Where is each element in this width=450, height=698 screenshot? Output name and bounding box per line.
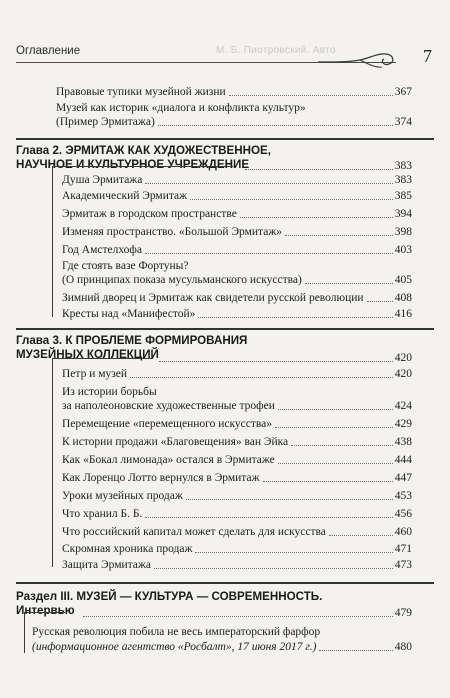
toc-entry-page: 460 <box>394 526 412 538</box>
leader-dots <box>278 409 393 410</box>
toc-entry <box>62 559 412 572</box>
leader-dots <box>145 183 392 184</box>
toc-entry-title: (информационное агентство «Росбалт», 17 июня 2017 г.) <box>32 641 317 653</box>
toc-entry-line1 <box>62 386 157 399</box>
toc-entry-page: 444 <box>394 454 412 466</box>
leader-dots <box>367 301 393 302</box>
toc-entry-title: Уроки музейных продаж <box>62 490 183 502</box>
toc-entry <box>62 308 412 321</box>
leader-dots <box>145 253 393 254</box>
toc-entry-title: (О принципах показа мусульманского искусства) <box>62 274 302 286</box>
toc-entry-title: Скромная хроника продаж <box>62 543 193 555</box>
toc-entry-title: Зимний дворец и Эрмитаж как свидетели русской революции <box>62 292 364 304</box>
section-heading-line2: Интервью <box>16 604 75 617</box>
toc-entry <box>56 86 412 99</box>
toc-entry-page: 447 <box>394 472 412 484</box>
toc-entry-page: 471 <box>394 543 412 555</box>
section-page: 479 <box>394 607 412 619</box>
toc-entry <box>56 116 412 129</box>
leader-dots <box>285 235 393 236</box>
ornament-swirl-icon <box>316 50 398 72</box>
toc-entry-page: 456 <box>394 508 412 520</box>
toc-entry-title: Что российский капитал может сделать для искусства <box>62 526 326 538</box>
toc-entry <box>62 244 412 257</box>
leader-dots <box>329 535 393 536</box>
leader-dots <box>291 445 393 446</box>
toc-entry-title: Что хранил Б. Б. <box>62 508 143 520</box>
toc-entry-title: Душа Эрмитажа <box>62 174 143 186</box>
toc-entry-page: 480 <box>394 641 412 653</box>
leader-dots <box>278 463 393 464</box>
toc-entry-page: 429 <box>394 418 412 430</box>
toc-entry-page: 438 <box>394 436 412 448</box>
toc-entry-title: Кресты над «Манифестой» <box>62 308 196 320</box>
chapter-page: 383 <box>394 160 412 172</box>
chapter-heading-line1: Глава 2. ЭРМИТАЖ КАК ХУДОЖЕСТВЕННОЕ, <box>16 144 272 157</box>
running-head-show-through: М. Б. Пиотровский. Авто <box>216 45 336 56</box>
toc-entry-title: Год Амстелхофа <box>62 244 142 256</box>
toc-entry-page: 453 <box>394 490 412 502</box>
toc-entry-title: Русская революция побила не весь императорский фарфор <box>32 626 321 638</box>
toc-entry <box>62 190 412 203</box>
toc-entry <box>62 418 412 431</box>
leader-dots <box>275 427 393 428</box>
section-page-leader <box>80 607 412 620</box>
chapter-heading-line2: МУЗЕЙНЫХ КОЛЛЕКЦИЙ <box>16 348 159 361</box>
leader-dots <box>159 361 393 362</box>
toc-entry <box>62 368 412 381</box>
chapter-page: 420 <box>394 352 412 364</box>
section-title: Оглавление <box>16 45 81 57</box>
toc-entry <box>62 274 412 287</box>
chapter-heading-line1: Глава 3. К ПРОБЛЕМЕ ФОРМИРОВАНИЯ <box>16 334 248 347</box>
toc-entry-page: 405 <box>394 274 412 286</box>
leader-dots <box>190 199 393 200</box>
leader-dots <box>240 217 393 218</box>
toc-entry-page: 473 <box>394 559 412 571</box>
chapter-rule <box>16 138 434 140</box>
toc-entry <box>62 526 412 539</box>
toc-entry-page: 424 <box>394 400 412 412</box>
leader-dots <box>319 650 392 651</box>
page-header <box>16 38 434 74</box>
toc-entry-page: 383 <box>394 174 412 186</box>
toc-entry-title: Эрмитаж в городском пространстве <box>62 208 237 220</box>
toc-entry-title: (Пример Эрмитажа) <box>56 116 155 128</box>
chapter-page-leader <box>156 352 412 365</box>
toc-entry <box>62 226 412 239</box>
toc-entry-title: К истории продажи «Благовещения» ван Эйка <box>62 436 289 448</box>
toc-entry <box>62 490 412 503</box>
leader-dots <box>195 552 392 553</box>
leader-dots <box>154 568 393 569</box>
toc-entry <box>62 174 412 187</box>
toc-entry-page: 374 <box>394 116 412 128</box>
toc-entry-title: Как «Бокал лимонада» остался в Эрмитаже <box>62 454 275 466</box>
toc-entry <box>62 436 412 449</box>
toc-entry-title: Из истории борьбы <box>62 386 157 398</box>
toc-entry-title: Перемещение «перемещенного искусства» <box>62 418 273 430</box>
toc-entry-title: Защита Эрмитажа <box>62 559 151 571</box>
toc-entry-page: 367 <box>394 86 412 98</box>
toc-entry-line1 <box>62 260 189 273</box>
toc-entry-title: Изменяя пространство. «Большой Эрмитаж» <box>62 226 283 238</box>
toc-entry-title: за наполеоновские художественные трофеи <box>62 400 275 412</box>
toc-entry-page: 394 <box>394 208 412 220</box>
toc-entry-title: Где стоять вазе Фортуны? <box>62 260 189 272</box>
toc-entry <box>32 641 412 654</box>
toc-entry-page: 420 <box>394 368 412 380</box>
chapter-rule <box>16 328 434 330</box>
toc-entry-title: Академический Эрмитаж <box>62 190 188 202</box>
toc-entry-page: 403 <box>394 244 412 256</box>
toc-entry-line1 <box>32 626 320 639</box>
leader-dots <box>83 616 393 617</box>
toc-entry <box>62 543 412 556</box>
toc-entry <box>62 400 412 413</box>
leader-dots <box>198 317 392 318</box>
toc-entry-title: Как Лоренцо Лотто вернулся в Эрмитаж <box>62 472 260 484</box>
toc-entry <box>62 208 412 221</box>
toc-entry <box>62 454 412 467</box>
chapter-page-leader <box>242 160 412 173</box>
leader-dots <box>229 95 393 96</box>
toc-entry-page: 416 <box>394 308 412 320</box>
section-rule <box>16 582 434 584</box>
toc-entry-line1 <box>56 102 306 115</box>
leader-dots <box>263 481 393 482</box>
toc-entry-page: 408 <box>394 292 412 304</box>
chapter-heading-line2: НАУЧНОЕ И КУЛЬТУРНОЕ УЧРЕЖДЕНИЕ <box>16 158 250 171</box>
leader-dots <box>245 169 393 170</box>
toc-entry-title: Правовые тупики музейной жизни <box>56 86 226 98</box>
leader-dots <box>130 377 393 378</box>
toc-entry-title: Музей как историк «диалога и конфликта культур» <box>56 102 306 114</box>
toc-entry <box>62 508 412 521</box>
leader-dots <box>186 499 393 500</box>
section-heading-line1: Раздел III. МУЗЕЙ — КУЛЬТУРА — СОВРЕМЕННОСТЬ. <box>16 590 323 603</box>
toc-entry-page: 385 <box>394 190 412 202</box>
toc-entry-page: 398 <box>394 226 412 238</box>
toc-entry-title: Петр и музей <box>62 368 128 380</box>
leader-dots <box>158 125 393 126</box>
leader-dots <box>145 517 392 518</box>
toc-entry <box>62 472 412 485</box>
toc-entry <box>62 292 412 305</box>
leader-dots <box>305 283 393 284</box>
page-number: 7 <box>423 46 432 66</box>
